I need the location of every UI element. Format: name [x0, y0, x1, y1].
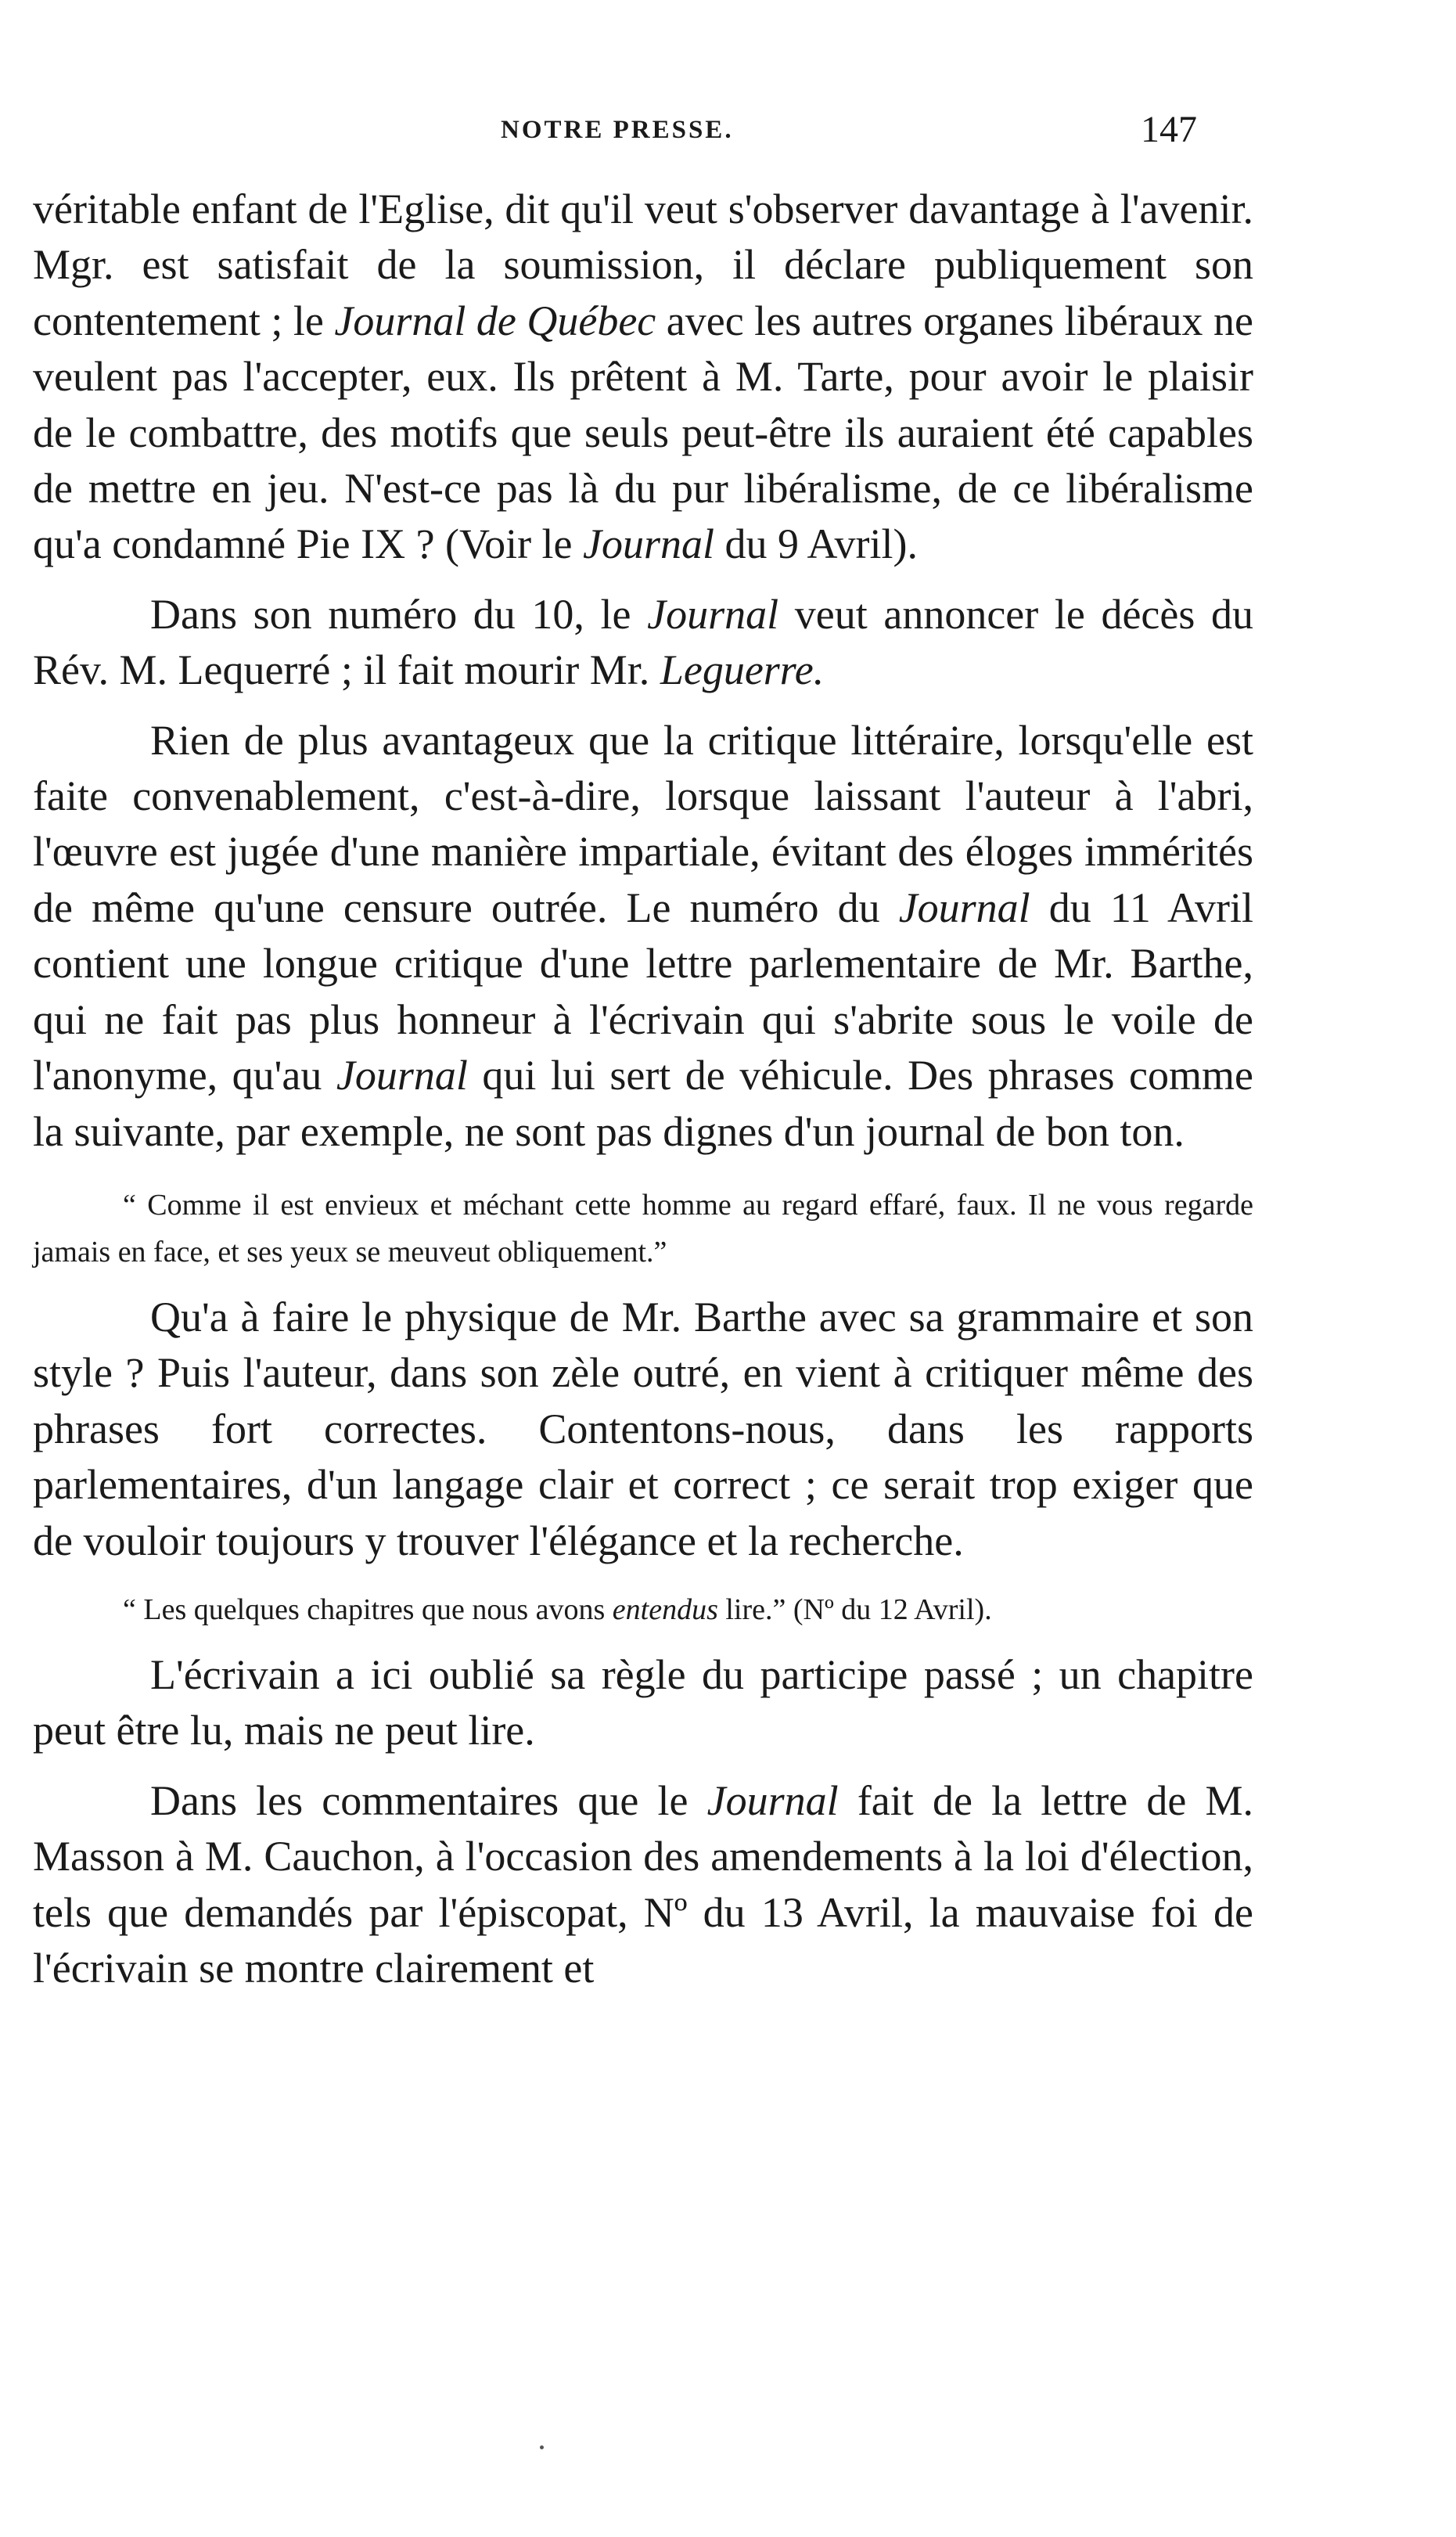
p1-seg-1: Journal de Québec: [334, 297, 656, 344]
paragraph-4: [33, 1290, 1253, 1569]
quote2-italic: entendus: [612, 1592, 718, 1626]
p2-seg-3: Leguerre.: [660, 646, 825, 694]
p2-seg-1: Journal: [647, 590, 779, 638]
p2-seg-0: Dans son numéro du 10, le: [150, 590, 648, 638]
p6-seg-1: Journal: [706, 1776, 839, 1824]
p1-seg-3: Journal: [583, 520, 715, 568]
paragraph-3: [33, 713, 1253, 1160]
paragraph-1: [33, 182, 1253, 573]
p1-seg-4: du 9 Avril).: [714, 520, 919, 568]
p3-seg-3: Journal: [336, 1052, 468, 1099]
p2-seg-2: veut annoncer le décès du Rév. M. Lequerré ; il fait mourir Mr.: [33, 590, 1254, 694]
p4-seg-0: Qu'a à faire le physique de Mr. Barthe avec sa grammaire et son style ? Puis l'auteur, dans son zèle outré, en vient à critiquer même des phrases fort correctes. Contentons-nous, dans les rapports parlementaires, d'un langage clair et correct ; ce serait trop exiger que de vouloir toujours y trouver l'élégance et la recherche.: [33, 1293, 1253, 1564]
p3-seg-1: Journal: [898, 883, 1030, 931]
body-text: [33, 182, 1253, 1996]
p3-seg-4: qui lui sert de véhicule. Des phrases comme la suivante, par exemple, ne sont pas dignes d'un journal de bon ton.: [33, 1052, 1253, 1155]
running-title: NOTRE PRESSE.: [501, 116, 734, 144]
p6-seg-0: Dans les commentaires que le: [150, 1776, 707, 1824]
quote2-after: lire.” (Nº du 12 Avril).: [717, 1592, 992, 1626]
block-quote-1: “ Comme il est envieux et méchant cette homme au regard effaré, faux. Il ne vous regarde jamais en face, et ses yeux se meuveut obliquement.”: [33, 1188, 1253, 1268]
paragraph-6: [33, 1773, 1253, 1997]
p3-seg-2: du 11 Avril contient une longue critique d'une lettre parlementaire de Mr. Barthe, qui ne fait pas plus honneur à l'écrivain qui s'abrite sous le voile de l'anonyme, qu'au: [33, 883, 1253, 1099]
p1-seg-2: avec les autres organes libéraux ne veulent pas l'accepter, eux. Ils prêtent à M. Tarte, pour avoir le plaisir de le combattre, des motifs que seuls peut-être ils auraient été capables de mettre en jeu. N'est-ce pas là du pur libéralisme, de ce libéralisme qu'a condamné Pie IX ? (Voir le: [33, 297, 1253, 568]
p5-seg-0: L'écrivain a ici oublié sa règle du participe passé ; un chapitre peut être lu, mais ne peut lire.: [33, 1650, 1253, 1754]
quote2-before: “ Les quelques chapitres que nous avons: [123, 1592, 613, 1626]
paragraph-2: [33, 587, 1253, 699]
print-speck: [540, 2445, 544, 2449]
page-number: 147: [1141, 109, 1197, 150]
p3-seg-0: Rien de plus avantageux que la critique littéraire, lorsqu'elle est faite convenablement, c'est-à-dire, lorsque laissant l'auteur à l'abri, l'œuvre est jugée d'une manière impartiale, évitant des éloges immérités de même qu'une censure outrée. Le numéro du: [33, 716, 1253, 931]
p6-seg-2: fait de la lettre de M. Masson à M. Cauchon, à l'occasion des amendements à la loi d'élection, tels que demandés par l'épiscopat, Nº du 13 Avril, la mauvaise foi de l'écrivain se montre clairement et: [33, 1776, 1253, 1992]
paragraph-5: [33, 1647, 1253, 1759]
p1-seg-0: véritable enfant de l'Eglise, dit qu'il veut s'observer davantage à l'avenir. Mgr. est satisfait de la soumission, il déclare publiquement son contentement ; le: [33, 185, 1253, 344]
block-quote-2: [33, 1586, 1253, 1633]
